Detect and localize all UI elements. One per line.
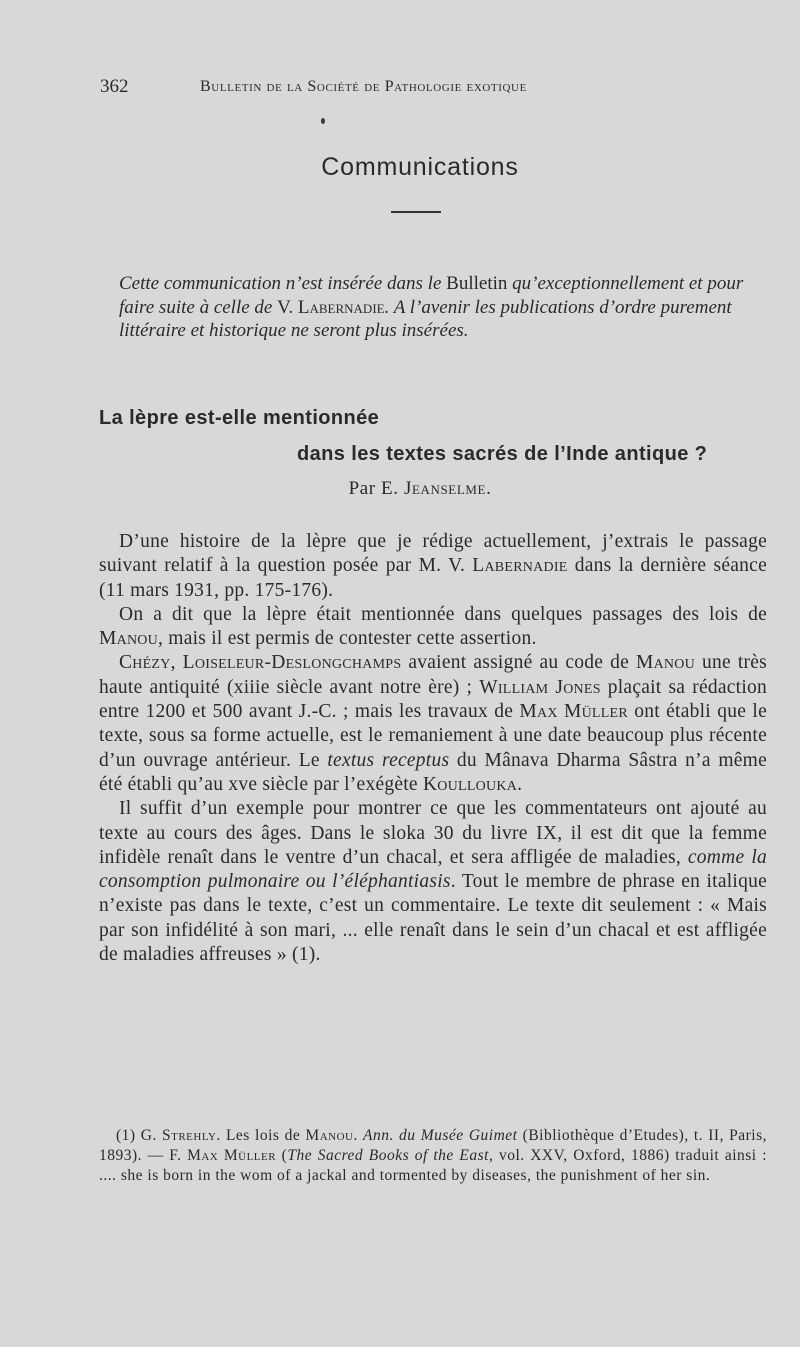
section-rule	[391, 211, 441, 213]
ornament-dot	[321, 118, 325, 124]
running-head: Bulletin de la Société de Pathologie exotique	[200, 78, 527, 95]
paragraph-4: Il suffit d’un exemple pour montrer ce que les commentateurs ont ajouté au texte au cours des âges. Dans le sloka 30 du livre IX, il est dit que la femme infidèle renaît dans le ventre d’un chacal, et sera affligée de maladies, comme la consomption pulmonaire ou l’éléphantiasis. Tout le membre de phrase en italique n’existe pas dans le texte, c’est un commentaire. Le texte dit seulement : « Mais par son infidélité à son mari, ... elle renaît dans le sein d’un chacal et est affligée de maladies affreuses » (1).	[99, 798, 767, 966]
paragraph-2: On a dit que la lèpre était mentionnée dans quelques passages des lois de Manou, mais il est permis de contester cette assertion.	[99, 603, 767, 650]
article-title-line1: La lèpre est-elle mentionnée	[99, 407, 380, 429]
article-title-line2: dans les textes sacrés de l’Inde antique ?	[297, 443, 708, 465]
article-title	[99, 400, 759, 472]
footnote	[99, 1126, 767, 1186]
page-header	[100, 76, 740, 102]
paragraph-3: Chézy, Loiseleur-Deslongchamps avaient assigné au code de Manou une très haute antiquité (xiiie siècle avant notre ère) ; William Jones plaçait sa rédaction entre 1200 et 500 avant J.-C. ; mais les travaux de Max Müller ont établi que le texte, sous sa forme actuelle, est le remaniement à une date beaucoup plus récente d’un ouvrage antérieur. Le textus receptus du Mânava Dharma Sâstra n’a même été établi qu’au xve siècle par l’exégète Koullouka.	[99, 652, 768, 795]
editor-note: Cette communication n’est insérée dans le Bulletin qu’exceptionnellement et pour faire suite à celle de V. Labernadie. A l’avenir les publications d’ordre purement littéraire et historique ne seront plus insérées.	[119, 273, 744, 341]
page-number: 362	[100, 76, 129, 97]
paragraph-1: D’une histoire de la lèpre que je rédige actuellement, j’extrais le passage suivant relatif à la question posée par M. V. Labernadie dans la dernière séance (11 mars 1931, pp. 175-176).	[99, 531, 767, 601]
section-title: Communications	[321, 153, 519, 181]
article-author: Par E. Jeanselme.	[348, 478, 492, 499]
footnote-1: (1) G. Strehly. Les lois de Manou. Ann. du Musée Guimet (Bibliothèque d’Etudes), t. II, Paris, 1893). — F. Max Müller (The Sacred Books of the East, vol. XXV, Oxford, 1886) traduit ainsi : .... she is born in the wom of a jackal and tormented by diseases, the punishment of her sin.	[99, 1127, 768, 1184]
article-body	[99, 530, 767, 967]
